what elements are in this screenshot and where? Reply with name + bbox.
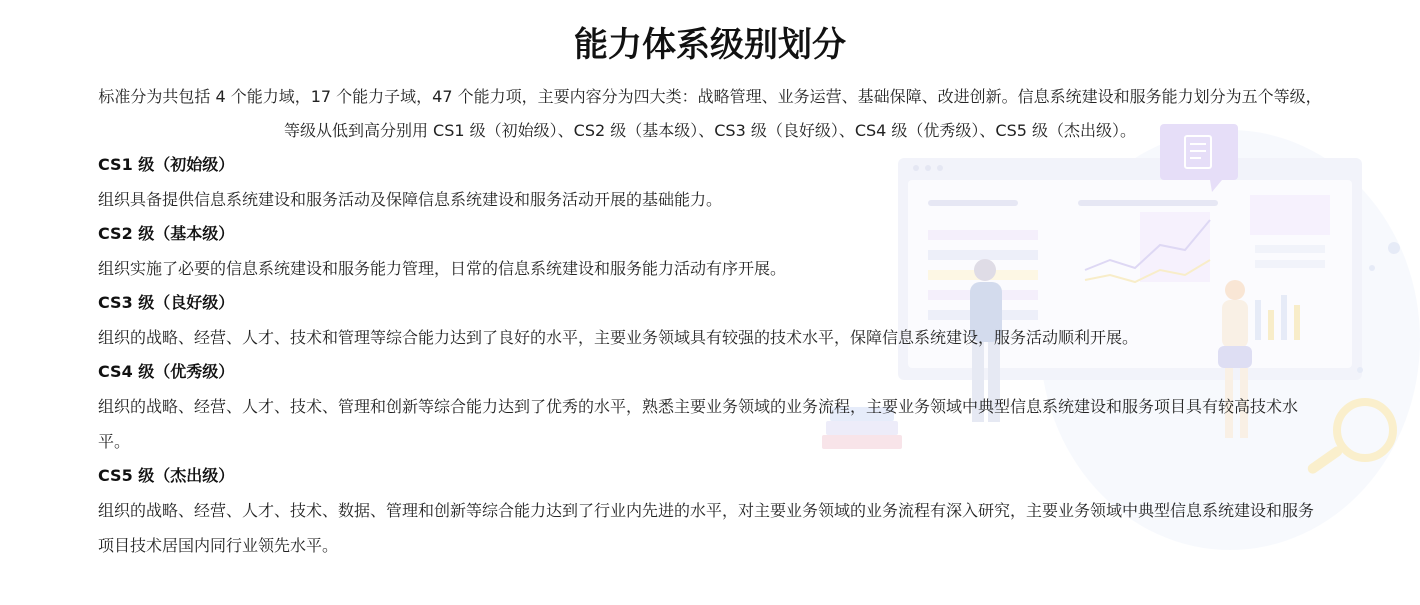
level-section-cs4	[98, 355, 1322, 459]
level-title: CS1 级（初始级）	[98, 155, 235, 174]
intro-paragraph: 标准分为共包括 4 个能力域，17 个能力子域，47 个能力项，主要内容分为四大类：战略管理、业务运营、基础保障、改进创新。信息系统建设和服务能力划分为五个等级，等级从低到高分别用 CS1 级（初始级）、CS2 级（基本级）、CS3 级（良好级）、CS4 级（优秀级）、CS5 级（杰出级）。	[98, 87, 1322, 140]
level-description: 组织的战略、经营、人才、技术、管理和创新等综合能力达到了优秀的水平，熟悉主要业务领域的业务流程，主要业务领域中典型信息系统建设和服务项目具有较高技术水平。	[98, 397, 1299, 451]
level-description: 组织具备提供信息系统建设和服务活动及保障信息系统建设和服务活动开展的基础能力。	[98, 190, 723, 209]
level-description: 组织实施了必要的信息系统建设和服务能力管理，日常的信息系统建设和服务能力活动有序开展。	[98, 259, 787, 278]
level-title: CS5 级（杰出级）	[98, 466, 235, 485]
level-description: 组织的战略、经营、人才、技术和管理等综合能力达到了良好的水平，主要业务领域具有较强的技术水平，保障信息系统建设，服务活动顺利开展。	[98, 328, 1139, 347]
level-title: CS2 级（基本级）	[98, 224, 235, 243]
level-description: 组织的战略、经营、人才、技术、数据、管理和创新等综合能力达到了行业内先进的水平，对主要业务领域的业务流程有深入研究，主要业务领域中典型信息系统建设和服务项目技术居国内同行业领先水平。	[98, 501, 1315, 555]
level-section-cs2	[98, 217, 1322, 286]
level-title: CS4 级（优秀级）	[98, 362, 235, 381]
level-section-cs3	[98, 286, 1322, 355]
level-section-cs5	[98, 459, 1322, 563]
level-title: CS3 级（良好级）	[98, 293, 235, 312]
page-title: 能力体系级别划分	[574, 25, 846, 65]
level-section-cs1	[98, 148, 1322, 217]
